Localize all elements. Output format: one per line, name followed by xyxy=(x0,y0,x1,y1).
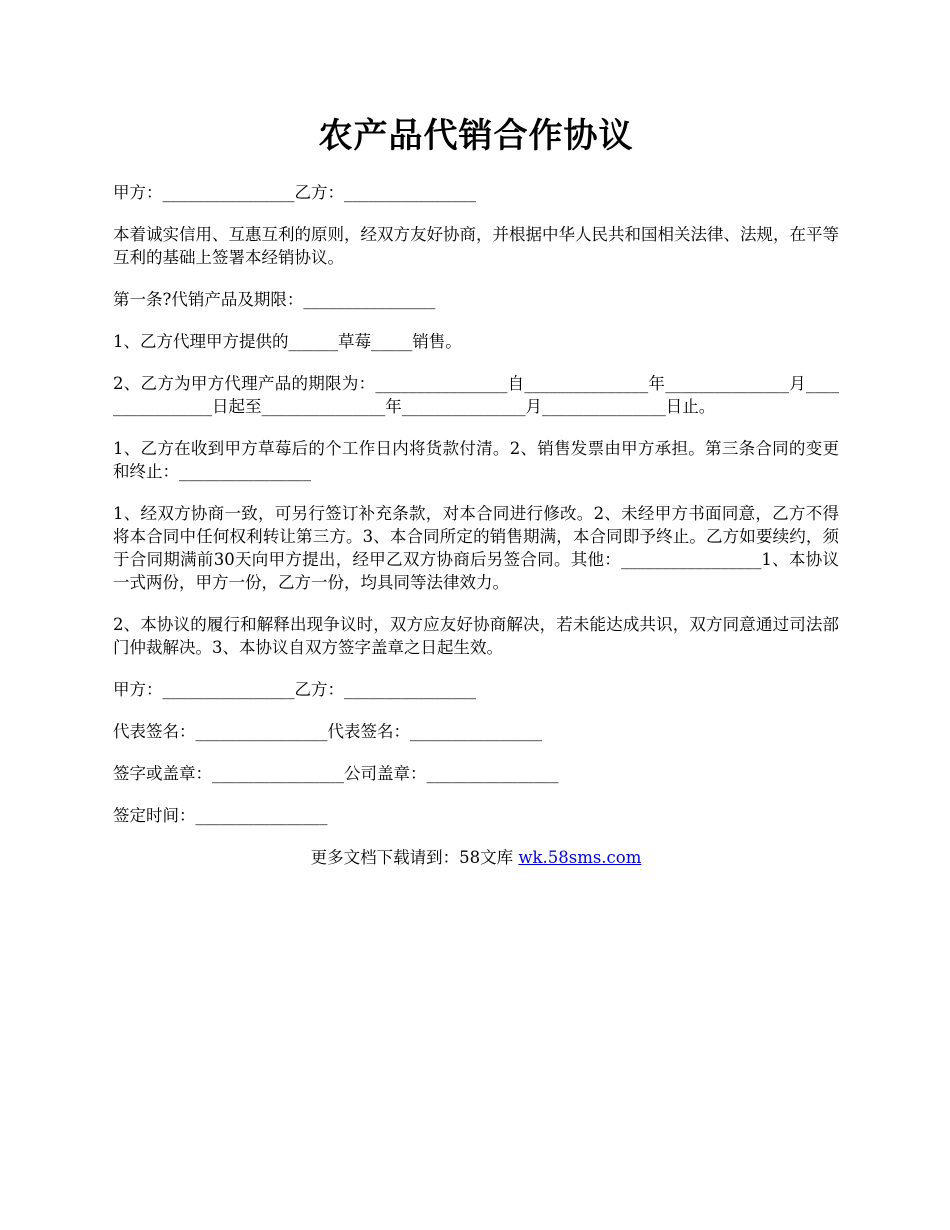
clause-term: 2、乙方为甲方代理产品的期限为：________________自_______________年_______________月________________日起至_______________年_______________月_______________日止。 xyxy=(113,374,839,416)
clause-amendment: 1、经双方协商一致，可另行签订补充条款，对本合同进行修改。2、未经甲方书面同意，乙方不得将本合同中任何权利转让第三方。3、本合同所定的销售期满，本合同即予终止。乙方如要续约，须于合同期满前30天向甲方提出，经甲乙双方协商后另签合同。其他：_________________1、本协议一式两份，甲方一份，乙方一份，均具同等法律效力。 xyxy=(113,504,839,592)
article-one-heading: 第一条?代销产品及期限：________________ xyxy=(113,290,436,309)
footer-link[interactable]: wk.58sms.com xyxy=(518,848,642,867)
signature-seal: 签字或盖章：________________公司盖章：________________ xyxy=(113,764,559,783)
signature-parties: 甲方：________________乙方：________________ xyxy=(113,680,476,699)
preamble-paragraph: 本着诚实信用、互惠互利的原则，经双方友好协商，并根据中华人民共和国相关法律、法规，在平等互利的基础上签署本经销协议。 xyxy=(113,225,839,267)
clause-dispute: 2、本协议的履行和解释出现争议时，双方应友好协商解决，若未能达成共识，双方同意通过司法部门仲裁解决。3、本协议自双方签字盖章之日起生效。 xyxy=(113,615,839,657)
footer xyxy=(113,846,839,869)
signature-date: 签定时间：________________ xyxy=(113,806,328,825)
document-title: 农产品代销合作协议 xyxy=(318,116,634,156)
document-page xyxy=(113,108,839,869)
signature-representatives: 代表签名：________________代表签名：________________ xyxy=(113,722,542,741)
clause-product: 1、乙方代理甲方提供的______草莓_____销售。 xyxy=(113,332,462,351)
footer-text: 更多文档下载请到：58文库 xyxy=(310,848,519,867)
clause-payment: 1、乙方在收到甲方草莓后的个工作日内将货款付清。2、销售发票由甲方承担。第三条合同的变更和终止：________________ xyxy=(113,439,839,481)
party-line: 甲方：________________乙方：________________ xyxy=(113,183,476,202)
